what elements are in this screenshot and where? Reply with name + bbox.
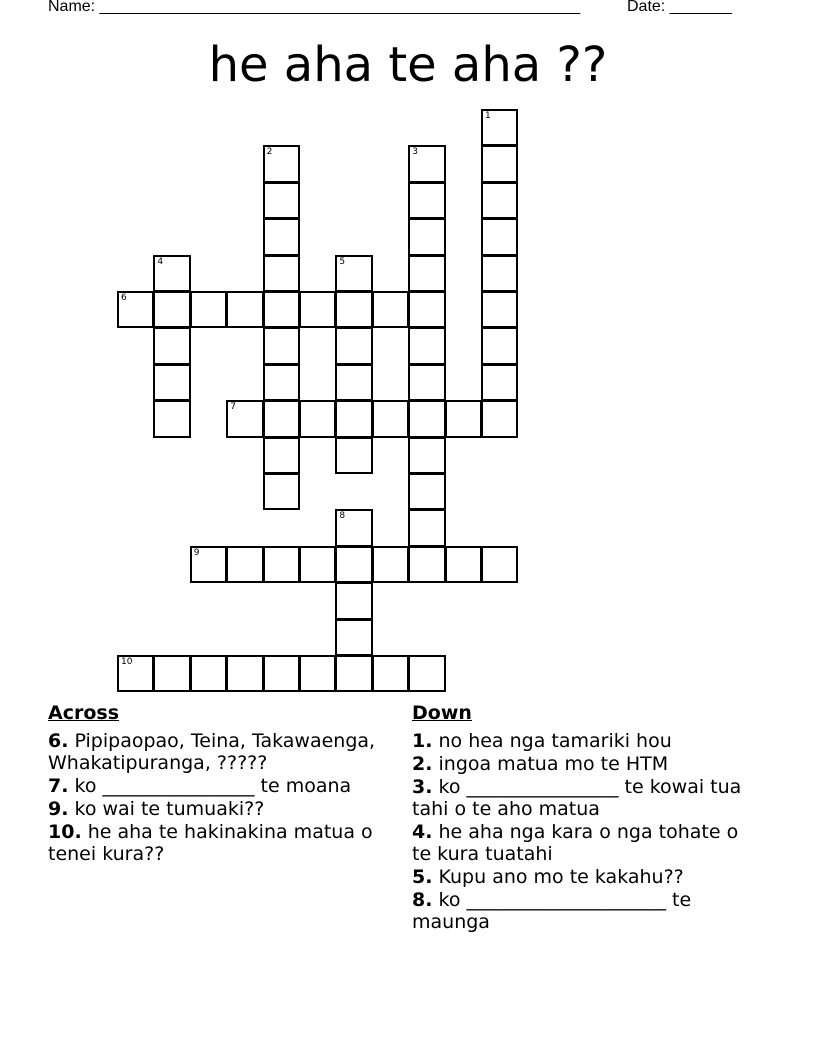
clue-number: 1 (485, 111, 491, 121)
grid-cell[interactable] (408, 327, 445, 364)
clue-text: he aha nga kara o nga tohate o te kura tuatahi (412, 821, 739, 865)
clue-number: 8. (412, 889, 433, 911)
across-clue (48, 821, 388, 865)
clue-text: ko ________________ te kowai tua tahi o te aho matua (412, 776, 742, 820)
grid-cell[interactable] (335, 509, 372, 546)
grid-cell[interactable] (408, 473, 445, 510)
grid-cell[interactable] (263, 655, 300, 692)
grid-cell[interactable] (335, 255, 372, 292)
across-clue (48, 798, 388, 820)
clue-number: 2. (412, 753, 433, 775)
grid-cell[interactable] (117, 655, 154, 692)
clue-number: 10 (121, 657, 133, 667)
grid-cell[interactable] (372, 291, 409, 328)
clue-text: he aha te hakinakina matua o tenei kura?? (48, 821, 373, 865)
grid-cell[interactable] (117, 291, 154, 328)
across-clue (48, 730, 388, 774)
grid-cell[interactable] (153, 327, 190, 364)
grid-cell[interactable] (481, 291, 518, 328)
across-clue-list (48, 730, 388, 865)
grid-cell[interactable] (335, 546, 372, 583)
clue-number: 7 (230, 402, 236, 413)
clue-number: 5. (412, 866, 433, 888)
clue-text: no hea nga tamariki hou (432, 730, 672, 752)
grid-cell[interactable] (299, 400, 336, 437)
grid-cell[interactable] (263, 218, 300, 255)
clue-number: 9 (193, 547, 200, 558)
grid-cell[interactable] (335, 619, 372, 656)
clue-text: ingoa matua mo te HTM (432, 753, 669, 775)
grid-cell[interactable] (481, 546, 518, 583)
grid-cell[interactable] (481, 109, 518, 146)
grid-cell[interactable] (408, 437, 445, 474)
clue-number: 3. (412, 776, 433, 798)
grid-cell[interactable] (299, 655, 336, 692)
grid-cell[interactable] (408, 546, 445, 583)
grid-cell[interactable] (335, 400, 372, 437)
grid-cell[interactable] (481, 145, 518, 182)
clue-text: ko _____________________ te maunga (412, 889, 692, 933)
grid-cell[interactable] (263, 145, 300, 182)
grid-cell[interactable] (226, 291, 263, 328)
clue-number: 7. (48, 775, 69, 797)
down-clue (412, 753, 752, 775)
down-clue (412, 866, 752, 888)
clue-number: 2 (266, 147, 273, 158)
grid-cell[interactable] (226, 655, 263, 692)
down-heading: Down (412, 702, 472, 724)
grid-cell[interactable] (263, 364, 300, 401)
grid-cell[interactable] (263, 255, 300, 292)
grid-cell[interactable] (481, 182, 518, 219)
grid-cell[interactable] (190, 655, 227, 692)
grid-cell[interactable] (445, 546, 482, 583)
clue-number: 6 (121, 293, 127, 303)
grid-cell[interactable] (263, 182, 300, 219)
grid-cell[interactable] (408, 655, 445, 692)
down-clue-list (412, 730, 752, 933)
across-clue (48, 775, 388, 797)
grid-cell[interactable] (263, 546, 300, 583)
grid-cell[interactable] (408, 218, 445, 255)
down-clue (412, 889, 752, 933)
grid-cell[interactable] (445, 400, 482, 437)
date-field-label: Date: _______ (627, 0, 732, 15)
grid-cell[interactable] (153, 291, 190, 328)
grid-cell[interactable] (372, 400, 409, 437)
grid-cell[interactable] (263, 327, 300, 364)
grid-cell[interactable] (153, 364, 190, 401)
clue-number: 8 (339, 511, 346, 522)
grid-cell[interactable] (408, 509, 445, 546)
grid-cell[interactable] (408, 364, 445, 401)
grid-cell[interactable] (408, 145, 445, 182)
grid-cell[interactable] (481, 327, 518, 364)
grid-cell[interactable] (408, 400, 445, 437)
grid-cell[interactable] (335, 291, 372, 328)
grid-cell[interactable] (190, 291, 227, 328)
clue-number: 3 (412, 147, 418, 158)
grid-cell[interactable] (263, 400, 300, 437)
grid-cell[interactable] (226, 400, 263, 437)
grid-cell[interactable] (372, 655, 409, 692)
clue-number: 1. (412, 730, 433, 752)
name-field-label: Name: ______________________________________________________ (48, 0, 581, 15)
grid-cell[interactable] (153, 655, 190, 692)
clue-number: 4 (157, 256, 164, 267)
clue-number: 10. (48, 821, 82, 843)
grid-cell[interactable] (372, 546, 409, 583)
grid-cell[interactable] (263, 437, 300, 474)
grid-cell[interactable] (408, 182, 445, 219)
down-clue (412, 776, 752, 820)
puzzle-title: he aha te aha ?? (208, 37, 608, 93)
clue-text: ko wai te tumuaki?? (68, 798, 265, 820)
clue-text: Kupu ano mo te kakahu?? (432, 866, 684, 888)
grid-cell[interactable] (481, 364, 518, 401)
clue-number: 5 (339, 256, 346, 267)
grid-cell[interactable] (263, 473, 300, 510)
down-clue (412, 730, 752, 752)
grid-cell[interactable] (226, 546, 263, 583)
grid-cell[interactable] (190, 546, 227, 583)
grid-cell[interactable] (481, 400, 518, 437)
grid-cell[interactable] (335, 327, 372, 364)
grid-cell[interactable] (299, 546, 336, 583)
grid-cell[interactable] (335, 582, 372, 619)
across-clues (48, 702, 388, 866)
clue-number: 6. (48, 730, 69, 752)
grid-cell[interactable] (153, 400, 190, 437)
grid-cell[interactable] (335, 364, 372, 401)
grid-cell[interactable] (481, 255, 518, 292)
grid-cell[interactable] (481, 218, 518, 255)
clue-number: 4. (412, 821, 433, 843)
grid-cell[interactable] (408, 291, 445, 328)
down-clues (412, 702, 752, 934)
down-clue (412, 821, 752, 865)
clue-text: ko ________________ te moana (68, 775, 352, 797)
grid-cell[interactable] (335, 437, 372, 474)
grid-cell[interactable] (263, 291, 300, 328)
clue-text: Pipipaopao, Teina, Takawaenga, Whakatipuranga, ????? (48, 730, 376, 774)
grid-cell[interactable] (408, 255, 445, 292)
grid-cell[interactable] (153, 255, 190, 292)
across-heading: Across (48, 702, 120, 724)
clue-number: 9. (48, 798, 69, 820)
grid-cell[interactable] (335, 655, 372, 692)
grid-cell[interactable] (299, 291, 336, 328)
